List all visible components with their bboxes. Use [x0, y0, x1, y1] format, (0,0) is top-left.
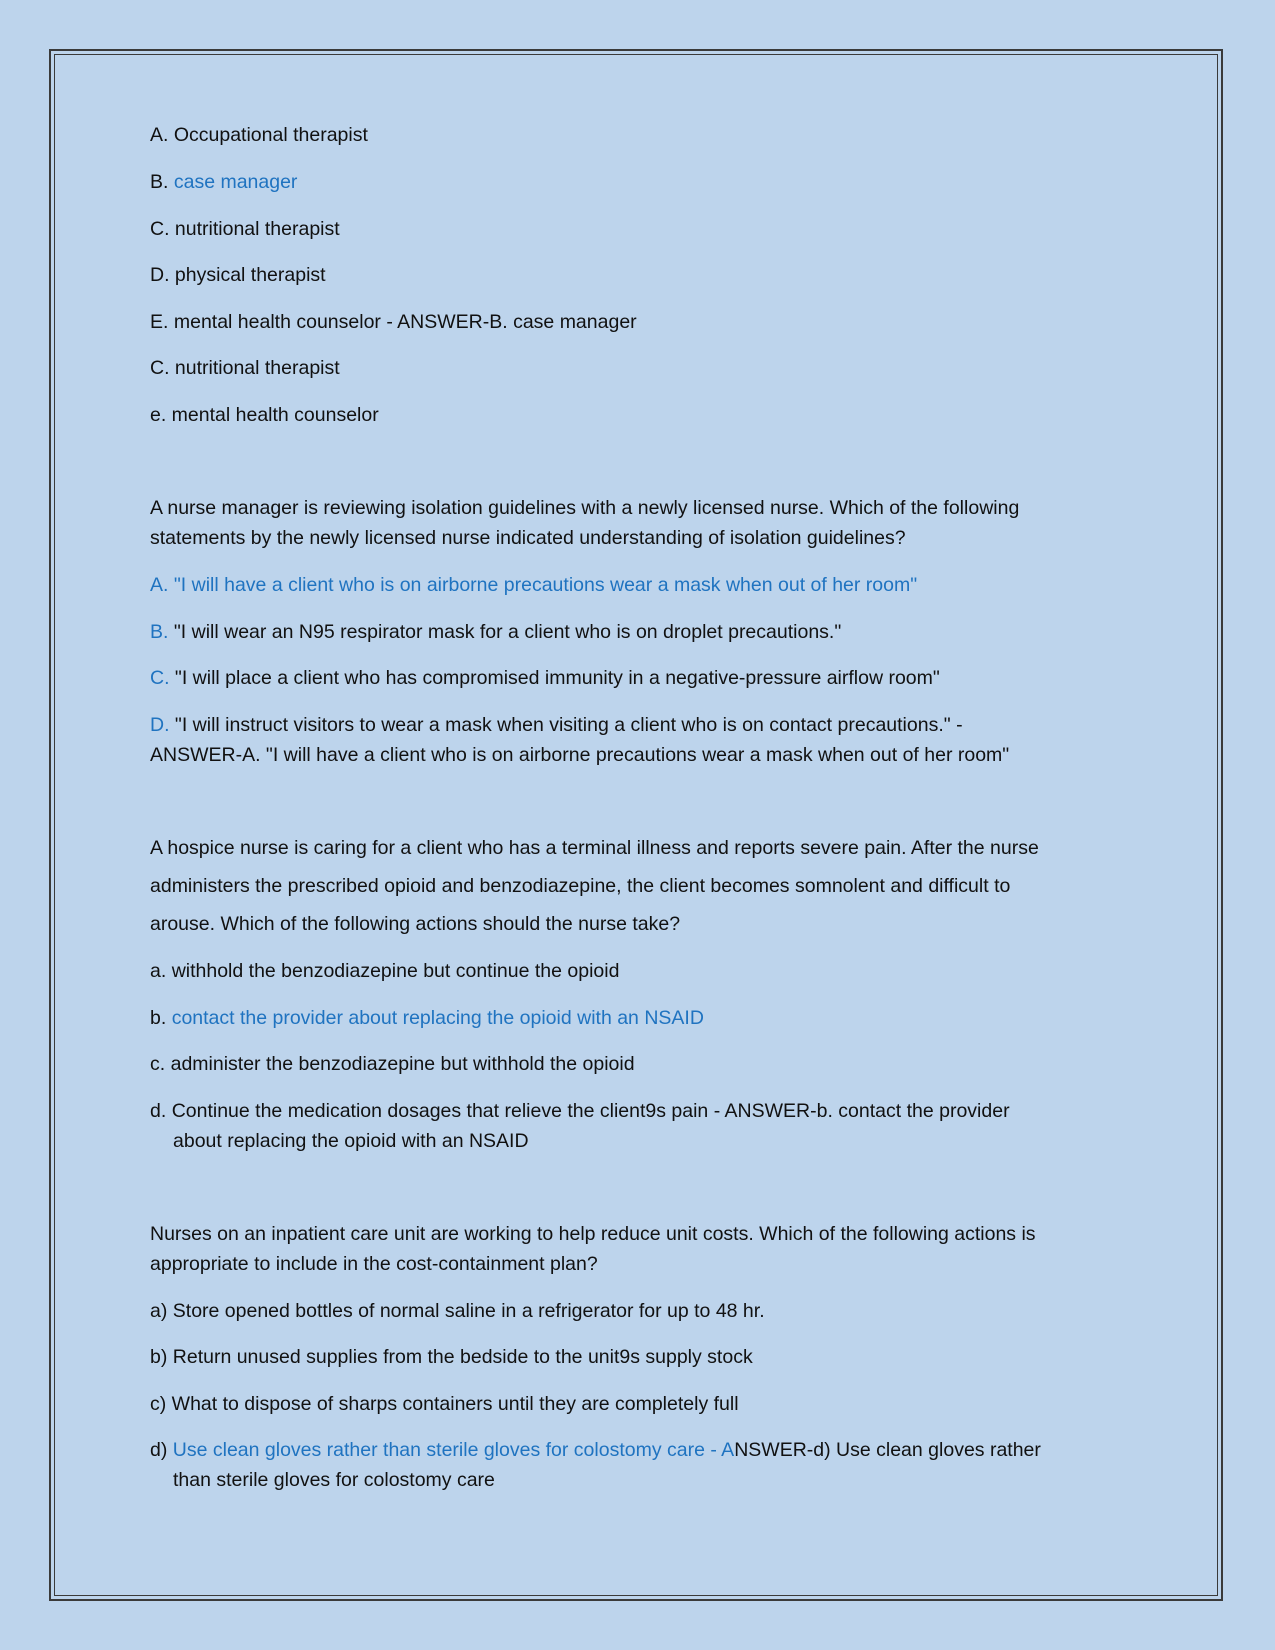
q2-option-a — [150, 570, 917, 600]
option-text-highlighted: "I will have a client who is on airborne precautions wear a mask when out of her room" — [173, 574, 918, 596]
q1-extra-line: e. mental health counselor — [150, 404, 379, 426]
option-text: Continue the medication dosages that relieve the client9s pain - ANSWER-b. contact the provider — [171, 1100, 1010, 1122]
option-letter: b) — [150, 1346, 168, 1368]
option-letter: E. — [150, 311, 169, 333]
option-text: What to dispose of sharps containers until they are completely full — [171, 1393, 739, 1415]
q3-option-a — [150, 956, 619, 986]
option-text: NSWER-d) Use clean gloves rather — [734, 1439, 1041, 1461]
q1-option-a — [150, 120, 368, 150]
q2-answer-line: ANSWER-A. "I will have a client who is on airborne precautions wear a mask when out of her room" — [150, 744, 1010, 766]
q1-extra-line: C. nutritional therapist — [150, 357, 340, 379]
option-text: "I will wear an N95 respirator mask for a client who is on droplet precautions." — [173, 621, 842, 643]
option-letter: C. — [150, 218, 170, 240]
option-text: withhold the benzodiazepine but continue the opioid — [171, 960, 620, 982]
option-letter: C. — [150, 667, 170, 689]
q1-option-e — [150, 307, 637, 337]
option-text-highlighted: Use clean gloves rather than sterile gloves for colostomy care - A — [172, 1439, 735, 1461]
q3-stem-line: arouse. Which of the following actions should the nurse take? — [150, 913, 681, 935]
option-letter: d) — [150, 1439, 168, 1461]
q1-option-d — [150, 260, 326, 290]
option-letter: D. — [150, 264, 170, 286]
q4-option-c — [150, 1389, 739, 1419]
option-letter: c) — [150, 1393, 167, 1415]
q4-answer-continuation: than sterile gloves for colostomy care — [173, 1469, 495, 1491]
option-letter: c. — [150, 1053, 166, 1075]
option-text: nutritional therapist — [174, 218, 340, 240]
q4-option-a — [150, 1296, 765, 1326]
q4-stem-line: Nurses on an inpatient care unit are working to help reduce unit costs. Which of the following actions is — [150, 1223, 1036, 1245]
q4-stem-line: appropriate to include in the cost-containment plan? — [150, 1253, 598, 1275]
option-letter: B. — [150, 621, 169, 643]
option-text-highlighted: case manager — [173, 171, 298, 193]
q3-option-b — [150, 1003, 704, 1033]
q2-stem-line: statements by the newly licensed nurse indicated understanding of isolation guidelines? — [150, 527, 906, 549]
option-text: administer the benzodiazepine but withhold the opioid — [170, 1053, 635, 1075]
q3-answer-continuation: about replacing the opioid with an NSAID — [173, 1130, 529, 1152]
option-letter: d. — [150, 1100, 167, 1122]
option-text: mental health counselor - ANSWER-B. case manager — [173, 311, 637, 333]
option-text: "I will place a client who has compromised immunity in a negative-pressure airflow room" — [174, 667, 940, 689]
option-text-highlighted: contact the provider about replacing the opioid with an NSAID — [171, 1007, 704, 1029]
q4-option-b — [150, 1342, 753, 1372]
q2-option-b — [150, 617, 841, 647]
option-text: "I will instruct visitors to wear a mask when visiting a client who is on contact precautions." - — [174, 714, 963, 736]
q3-option-c — [150, 1049, 635, 1079]
option-letter: A. — [150, 124, 169, 146]
option-text: Return unused supplies from the bedside to the unit9s supply stock — [172, 1346, 753, 1368]
q1-option-b — [150, 167, 297, 197]
q3-stem-line: A hospice nurse is caring for a client who has a terminal illness and reports severe pain. After the nurse — [150, 837, 1039, 859]
q2-stem-line: A nurse manager is reviewing isolation guidelines with a newly licensed nurse. Which of the following — [150, 497, 1020, 519]
q2-option-d — [150, 710, 963, 740]
option-letter: A. — [150, 574, 169, 596]
q3-option-d — [150, 1096, 1010, 1126]
option-letter: B. — [150, 171, 169, 193]
option-text: Store opened bottles of normal saline in a refrigerator for up to 48 hr. — [172, 1300, 765, 1322]
q4-option-d — [150, 1435, 1041, 1465]
q2-option-c — [150, 663, 940, 693]
option-letter: a. — [150, 960, 167, 982]
option-letter: a) — [150, 1300, 168, 1322]
option-letter: D. — [150, 714, 170, 736]
q1-option-c — [150, 214, 340, 244]
option-text: physical therapist — [174, 264, 326, 286]
option-text: Occupational therapist — [173, 124, 368, 146]
q3-stem-line: administers the prescribed opioid and benzodiazepine, the client becomes somnolent and difficult to — [150, 875, 1011, 897]
option-letter: b. — [150, 1007, 167, 1029]
